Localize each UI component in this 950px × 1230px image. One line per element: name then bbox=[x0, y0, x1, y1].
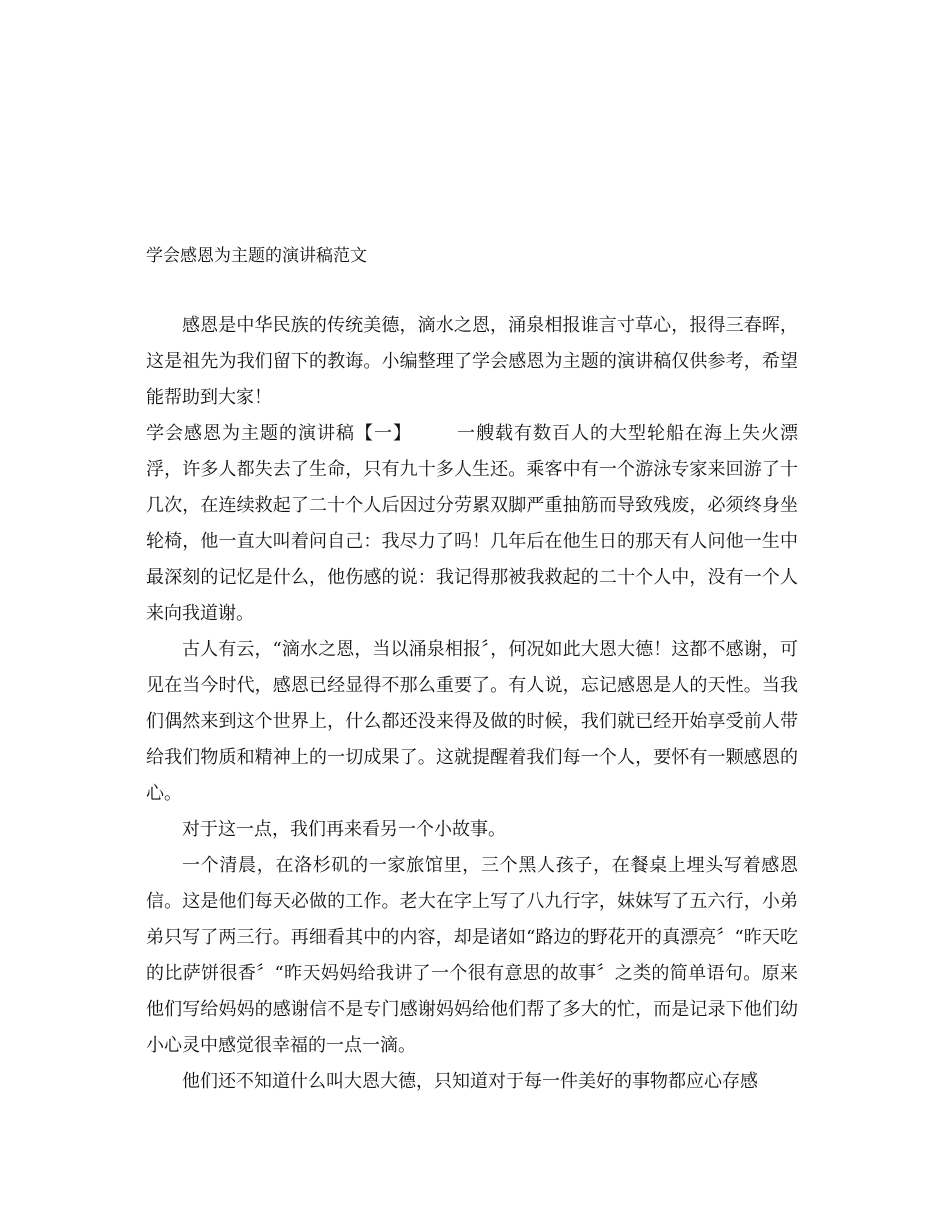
paragraph-story-two: 一个清晨，在洛杉矶的一家旅馆里，三个黑人孩子，在餐桌上埋头写着感恩信。这是他们每天必做的工作。老大在字上写了八九行字，妹妹写了五六行，小弟弟只写了两三行。再细看其中的内容，却是诸如“路边的野花开的真漂亮〞“昨天吃的比萨饼很香〞“昨天妈妈给我讲了一个很有意思的故事〞之类的简单语句。原来他们写给妈妈的感谢信不是专门感谢妈妈给他们帮了多大的忙，而是记录下他们幼小心灵中感觉很幸福的一点一滴。 bbox=[146, 855, 798, 1056]
document-body bbox=[146, 308, 798, 1100]
section-heading: 学会感恩为主题的演讲稿【一】 bbox=[146, 423, 412, 444]
paragraph-quote: 古人有云，“滴水之恩，当以涌泉相报〞，何况如此大恩大德！这都不感谢，可见在当今时代，感恩已经显得不那么重要了。有人说，忘记感恩是人的天性。当我们偶然来到这个世界上，什么都还没来得及做的时候，我们就已经开始享受前人带给我们物质和精神上的一切成果了。这就提醒着我们每一个人，要怀有一颗感恩的心。 bbox=[146, 639, 798, 804]
document-title: 学会感恩为主题的演讲稿范文 bbox=[146, 246, 367, 266]
paragraph-closing: 他们还不知道什么叫大恩大德，只知道对于每一件美好的事物都应心存感 bbox=[182, 1071, 758, 1092]
paragraph-story-one-text: 一艘载有数百人的大型轮船在海上失火漂浮，许多人都失去了生命，只有九十多人生还。乘客中有一个游泳专家来回游了十几次，在连续救起了二十个人后因过分劳累双脚严重抽筋而导致残废，必须终身坐轮椅，他一直大叫着问自己：我尽力了吗！几年后在他生日的那天有人问他一生中最深刻的记忆是什么，他伤感的说：我记得那被我救起的二十个人中，没有一个人来向我道谢。 bbox=[146, 423, 798, 624]
paragraph-transition: 对于这一点，我们再来看另一个小故事。 bbox=[182, 819, 506, 840]
paragraph-story-one bbox=[146, 416, 798, 632]
paragraph-intro: 感恩是中华民族的传统美德，滴水之恩，涌泉相报谁言寸草心，报得三春晖，这是祖先为我们留下的教诲。小编整理了学会感恩为主题的演讲稿仅供参考，希望能帮助到大家！ bbox=[146, 315, 798, 408]
